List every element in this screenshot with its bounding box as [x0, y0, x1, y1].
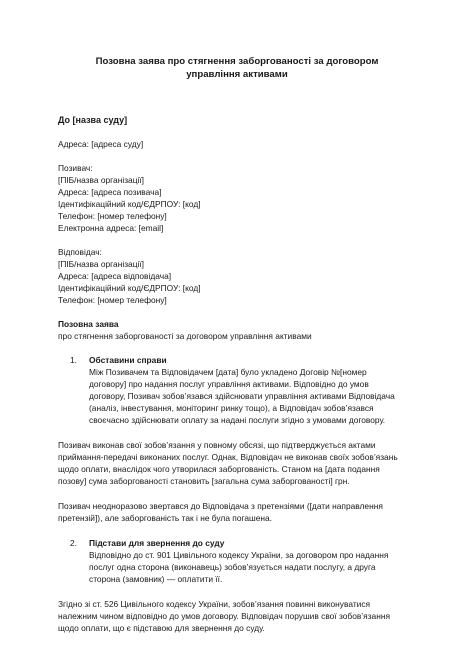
- paragraph-line: Позивач неодноразово звертався до Відповідача з претензіями ([дати направлення: [58, 501, 383, 511]
- defendant-heading: Відповідач:: [58, 247, 102, 257]
- paragraph-line: Позивач виконав свої зобов’язання у повному обсязі, що підтверджується актами: [58, 440, 376, 450]
- section-line: сторона (замовник) — оплатити її.: [89, 574, 223, 584]
- paragraph-claims: [58, 500, 416, 524]
- paragraph-line: приймання-передачі виконаних послуг. Однак, Відповідач не виконав своїх зобов’язань: [58, 452, 398, 462]
- section-line: Між Позивачем та Відповідачем [дата] було укладено Договір №[номер: [89, 367, 367, 377]
- plaintiff-block: [58, 162, 416, 234]
- sections-list: [58, 354, 416, 426]
- paragraph-line: позову] сума заборгованості становить [загальна сума заборгованості] грн.: [58, 476, 350, 486]
- defendant-phone: Телефон: [номер телефону]: [58, 295, 167, 305]
- claim-heading: Позовна заява: [58, 319, 119, 329]
- sections-list-2: [58, 537, 416, 585]
- section-title: Підстави для звернення до суду: [89, 538, 225, 548]
- section-circumstances: [58, 354, 416, 426]
- section-number: 2.: [70, 538, 77, 548]
- paragraph-legal-basis: [58, 598, 416, 634]
- defendant-name: [ПІБ/назва організації]: [58, 259, 145, 269]
- claim-block: [58, 318, 416, 342]
- paragraph-line: щодо оплати, внаслідок чого утворилася заборгованість. Станом на [дата подання: [58, 464, 380, 474]
- defendant-code: Ідентифікаційний код/ЄДРПОУ: [код]: [58, 283, 201, 293]
- defendant-address: Адреса: [адреса відповідача]: [58, 271, 172, 281]
- paragraph-line: Згідно зі ст. 526 Цивільного кодексу України, зобов’язання повинні виконуватися: [58, 599, 371, 609]
- court-address: Адреса: [адреса суду]: [58, 139, 144, 149]
- court-name: До [назва суду]: [58, 115, 128, 125]
- paragraph-line: претензій]), але заборгованість так і не була погашена.: [58, 513, 273, 523]
- section-grounds: [58, 537, 416, 585]
- section-title: Обставини справи: [89, 355, 167, 365]
- plaintiff-phone: Телефон: [номер телефону]: [58, 211, 167, 221]
- plaintiff-name: [ПІБ/назва організації]: [58, 175, 145, 185]
- paragraph-line: належним чином відповідно до умов договору. Відповідач порушив свої зобов’язання: [58, 611, 390, 621]
- claim-subheading: про стягнення заборгованості за договором управління активами: [58, 331, 312, 341]
- section-line: Відповідно до ст. 901 Цивільного кодексу України, за договором про надання: [89, 550, 389, 560]
- section-line: своєчасно здійснювати оплату за надані послуги згідно з умовами договору.: [89, 415, 386, 425]
- section-number: 1.: [70, 355, 77, 365]
- defendant-block: [58, 246, 416, 306]
- plaintiff-email: Електронна адреса: [email]: [58, 223, 164, 233]
- section-line: договору, Позивач зобов’язався здійснювати управління активами Відповідача: [89, 391, 395, 401]
- section-line: (аналіз, інвестування, моніторинг ринку тощо), а Відповідач зобов’язався: [89, 403, 374, 413]
- plaintiff-code: Ідентифікаційний код/ЄДРПОУ: [код]: [58, 199, 201, 209]
- section-line: договору] про надання послуг управління активами. Відповідно до умов: [89, 379, 369, 389]
- court-address-block: [58, 138, 416, 150]
- section-line: послуг одна сторона (виконавець) зобов’язується надати послугу, а друга: [89, 562, 376, 572]
- plaintiff-heading: Позивач:: [58, 163, 93, 173]
- paragraph-line: щодо оплати, що є підставою для звернення до суду.: [58, 623, 265, 633]
- document-title: Позовна заява про стягнення заборгованості за договором управління активами: [95, 56, 379, 80]
- plaintiff-address: Адреса: [адреса позивача]: [58, 187, 162, 197]
- paragraph-fulfillment: [58, 439, 416, 487]
